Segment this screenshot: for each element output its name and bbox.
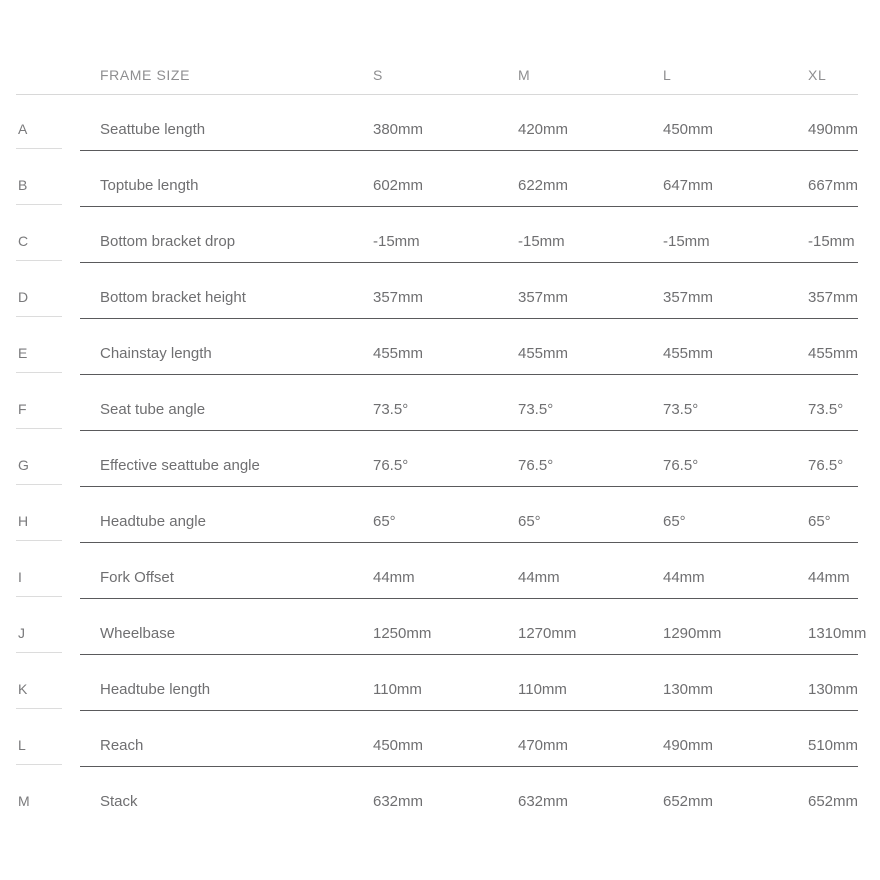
value-m: 44mm <box>518 568 560 586</box>
row-letter: G <box>16 443 80 487</box>
table-row <box>16 431 858 487</box>
table-row <box>16 375 858 431</box>
value-l: 490mm <box>663 736 714 754</box>
table-row <box>16 263 858 319</box>
frame-size-header: FRAME SIZE <box>100 66 191 83</box>
value-m: 470mm <box>518 736 569 754</box>
row-label: Bottom bracket height <box>100 288 246 306</box>
table-row <box>16 711 858 767</box>
value-xl: 130mm <box>808 680 859 698</box>
row-label: Reach <box>100 736 144 754</box>
value-l: 647mm <box>663 176 714 194</box>
value-l: 357mm <box>663 288 714 306</box>
row-letter: C <box>16 219 80 263</box>
value-s: 380mm <box>373 120 424 138</box>
value-m: 65° <box>518 512 541 530</box>
size-header-xl: XL <box>808 66 827 83</box>
table-row <box>16 767 858 823</box>
row-label: Bottom bracket drop <box>100 232 236 250</box>
value-xl: 455mm <box>808 344 859 362</box>
row-label: Seattube length <box>100 120 206 138</box>
row-letter: E <box>16 331 80 375</box>
value-s: 602mm <box>373 176 424 194</box>
table-row <box>16 599 867 655</box>
value-xl: 490mm <box>808 120 859 138</box>
value-xl: 510mm <box>808 736 859 754</box>
value-xl: 76.5° <box>808 456 844 474</box>
value-l: 76.5° <box>663 456 699 474</box>
row-letter: I <box>16 555 80 599</box>
table-row <box>16 151 858 207</box>
value-m: 357mm <box>518 288 569 306</box>
row-letter: D <box>16 275 80 319</box>
row-label: Seat tube angle <box>100 400 206 418</box>
size-header-m: M <box>518 66 531 83</box>
table-row <box>16 207 858 263</box>
value-xl: 1310mm <box>808 624 867 642</box>
row-label: Fork Offset <box>100 568 174 586</box>
value-s: 65° <box>373 512 396 530</box>
value-xl: 357mm <box>808 288 859 306</box>
value-m: 73.5° <box>518 400 554 418</box>
value-xl: 65° <box>808 512 831 530</box>
row-label: Effective seattube angle <box>100 456 260 474</box>
value-l: 652mm <box>663 792 714 810</box>
value-l: 450mm <box>663 120 714 138</box>
value-l: 44mm <box>663 568 705 586</box>
row-letter: H <box>16 499 80 543</box>
value-s: 110mm <box>373 680 422 698</box>
value-l: 455mm <box>663 344 714 362</box>
row-letter: M <box>18 793 30 809</box>
value-m: 420mm <box>518 120 569 138</box>
value-m: 455mm <box>518 344 569 362</box>
value-m: 632mm <box>518 792 569 810</box>
value-l: 130mm <box>663 680 714 698</box>
value-xl: 667mm <box>808 176 859 194</box>
value-l: 73.5° <box>663 400 699 418</box>
size-header-s: S <box>373 66 383 83</box>
table-row <box>16 487 858 543</box>
frame-geometry-table <box>16 55 867 823</box>
row-letter: L <box>16 723 80 767</box>
size-header-l: L <box>663 66 672 83</box>
row-letter: J <box>16 611 80 655</box>
value-s: 357mm <box>373 288 424 306</box>
value-s: 1250mm <box>373 624 432 642</box>
value-s: -15mm <box>373 232 420 250</box>
value-xl: -15mm <box>808 232 855 250</box>
table-row <box>16 95 858 151</box>
table-row <box>16 543 858 599</box>
value-xl: 44mm <box>808 568 850 586</box>
row-label: Headtube length <box>100 680 211 698</box>
value-m: 110mm <box>518 680 567 698</box>
value-l: 65° <box>663 512 686 530</box>
row-letter: F <box>16 387 80 431</box>
row-letter: A <box>16 107 80 151</box>
value-s: 44mm <box>373 568 415 586</box>
row-letter: B <box>16 163 80 207</box>
value-xl: 73.5° <box>808 400 844 418</box>
table-row <box>16 319 858 375</box>
row-label: Stack <box>100 792 138 810</box>
row-letter: K <box>16 667 80 711</box>
value-m: 76.5° <box>518 456 554 474</box>
table-header-row <box>16 55 858 95</box>
value-m: -15mm <box>518 232 565 250</box>
value-s: 76.5° <box>373 456 409 474</box>
row-label: Toptube length <box>100 176 199 194</box>
table-body <box>16 95 867 823</box>
value-m: 622mm <box>518 176 569 194</box>
value-l: 1290mm <box>663 624 722 642</box>
value-l: -15mm <box>663 232 710 250</box>
row-label: Chainstay length <box>100 344 212 362</box>
value-s: 450mm <box>373 736 424 754</box>
value-xl: 652mm <box>808 792 859 810</box>
value-m: 1270mm <box>518 624 577 642</box>
table-row <box>16 655 858 711</box>
row-label: Wheelbase <box>100 624 176 642</box>
row-label: Headtube angle <box>100 512 206 530</box>
value-s: 632mm <box>373 792 424 810</box>
value-s: 73.5° <box>373 400 409 418</box>
value-s: 455mm <box>373 344 424 362</box>
